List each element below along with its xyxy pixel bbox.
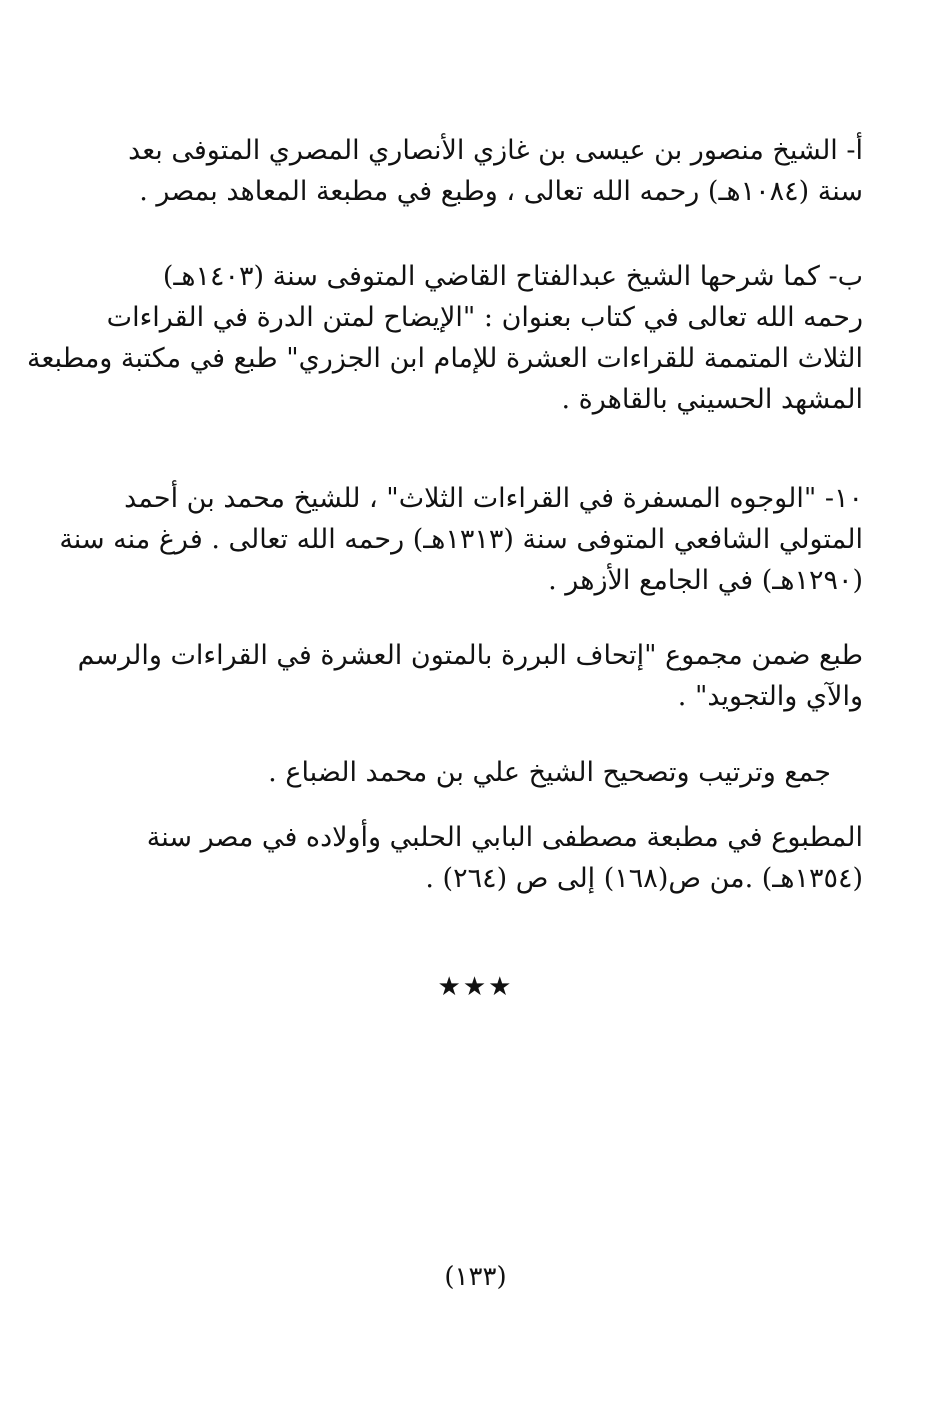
text-line: المطبوع في مطبعة مصطفى البابي الحلبي وأولاده في مصر سنة <box>146 822 863 853</box>
paragraph-printed-at <box>88 817 863 899</box>
paragraph-item-a <box>88 130 863 212</box>
text-line: ب- كما شرحها الشيخ عبدالفتاح القاضي المتوفى سنة (١٤٠٣هـ) <box>162 261 863 292</box>
text-line: والآي والتجويد" . <box>677 681 863 712</box>
text-line: (١٢٩٠هـ) في الجامع الأزهر . <box>548 565 863 596</box>
text-line: طبع ضمن مجموع "إتحاف البررة بالمتون العشرة في القراءات والرسم <box>77 640 863 671</box>
text-line: رحمه الله تعالى في كتاب بعنوان : "الإيضاح لمتن الدرة في القراءات <box>106 302 863 333</box>
text-line: (١٣٥٤هـ) .من ص(١٦٨) إلى ص (٢٦٤) . <box>425 863 863 894</box>
text-line: أ- الشيخ منصور بن عيسى بن غازي الأنصاري المصري المتوفى بعد <box>128 135 863 166</box>
section-separator-stars: ★★★ <box>437 972 514 1002</box>
paragraph-item-b <box>27 256 863 420</box>
text-line: الثلاث المتممة للقراءات العشرة للإمام ابن الجزري" طبع في مكتبة ومطبعة <box>27 343 863 374</box>
page-number: (١٣٣) <box>444 1262 507 1292</box>
text-line: سنة (١٠٨٤هـ) رحمه الله تعالى ، وطبع في مطبعة المعاهد بمصر . <box>139 176 863 207</box>
paragraph-item-10 <box>59 478 863 601</box>
text-line: المشهد الحسيني بالقاهرة . <box>561 384 863 415</box>
paragraph-compiled-by <box>88 752 863 793</box>
text-line: ١٠- "الوجوه المسفرة في القراءات الثلاث" ، للشيخ محمد بن أحمد <box>124 483 863 514</box>
text-line: المتولي الشافعي المتوفى سنة (١٣١٣هـ) رحمه الله تعالى . فرغ منه سنة <box>59 524 863 555</box>
paragraph-printed-within <box>77 635 863 717</box>
text-line: جمع وترتيب وتصحيح الشيخ علي بن محمد الضباع . <box>268 757 831 788</box>
